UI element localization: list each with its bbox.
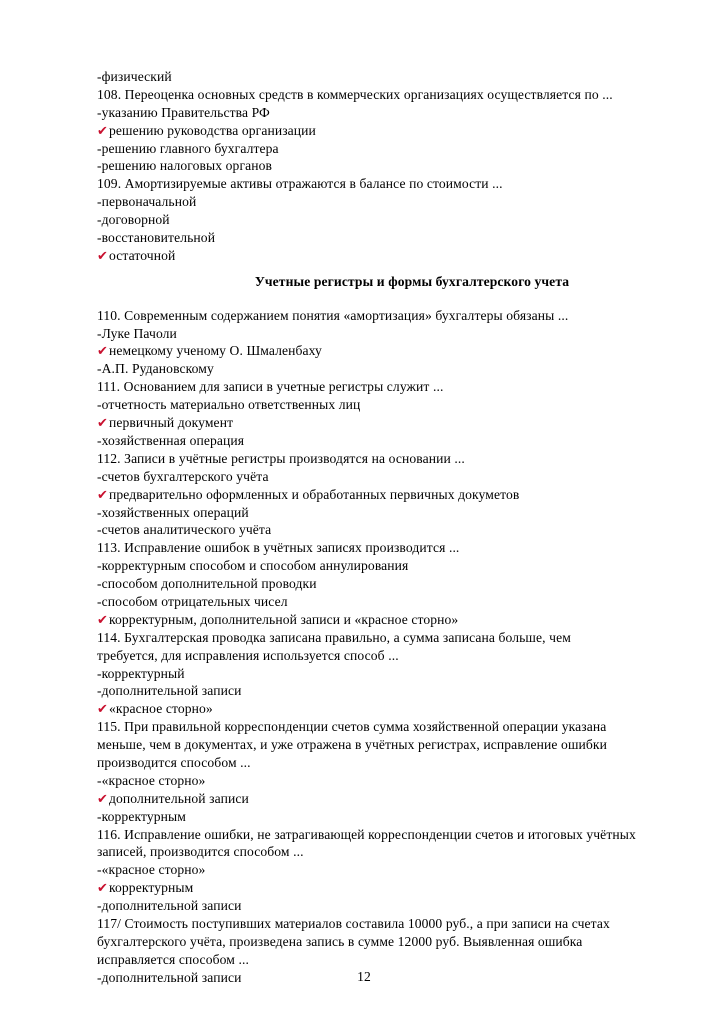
- checkmark-icon: ✔: [97, 123, 108, 139]
- line-text: -корректурным способом и способом аннулирования: [97, 558, 409, 574]
- checkmark-icon: ✔: [97, 791, 108, 807]
- line-text: 111. Основанием для записи в учетные регистры служит ...: [97, 379, 444, 395]
- text-line: [97, 104, 687, 122]
- text-line: [97, 736, 687, 754]
- checkmark-icon: ✔: [97, 248, 108, 264]
- line-text: корректурным: [109, 880, 194, 896]
- line-text: -дополнительной записи: [97, 898, 242, 914]
- line-text: предварительно оформленных и обработанных первичных докуметов: [109, 486, 520, 502]
- line-text: первичный документ: [109, 415, 234, 431]
- checkmark-icon: ✔: [97, 612, 108, 628]
- answer-line-correct: [97, 486, 687, 504]
- page-number: 12: [357, 969, 371, 984]
- line-text: -дополнительной записи: [97, 969, 242, 985]
- answer-line-correct: [97, 342, 687, 360]
- text-line: [97, 826, 687, 844]
- text-line: [97, 754, 687, 772]
- text-line: [97, 897, 687, 915]
- text-line: [97, 772, 687, 790]
- text-line: [97, 521, 687, 539]
- line-text: -счетов бухгалтерского учёта: [97, 468, 269, 484]
- text-line: [97, 665, 687, 683]
- text-line: [97, 211, 687, 229]
- checkmark-icon: ✔: [97, 881, 108, 897]
- line-text: -корректурным: [97, 808, 186, 824]
- line-text: 114. Бухгалтерская проводка записана правильно, а сумма записана больше, чем: [97, 629, 571, 645]
- text-line: [97, 808, 687, 826]
- text-line: [97, 68, 687, 86]
- line-text: меньше, чем в документах, и уже отражена в учётных регистрах, исправление ошибки: [97, 737, 607, 753]
- checkmark-icon: ✔: [97, 702, 108, 718]
- text-line: [97, 557, 687, 575]
- line-text: -договорной: [97, 212, 170, 228]
- text-line: [97, 575, 687, 593]
- text-line: [97, 378, 687, 396]
- text-line: [97, 157, 687, 175]
- line-text: корректурным, дополнительной записи и «красное сторно»: [109, 611, 459, 627]
- text-line: [97, 861, 687, 879]
- line-text: бухгалтерского учёта, произведена запись в сумме 12000 руб. Выявленная ошибка: [97, 933, 583, 949]
- text-line: [97, 504, 687, 522]
- text-line: [97, 647, 687, 665]
- line-text: требуется, для исправления используется способ ...: [97, 647, 399, 663]
- checkmark-icon: ✔: [97, 416, 108, 432]
- line-text: -указанию Правительства РФ: [97, 104, 270, 120]
- line-text: производится способом ...: [97, 754, 251, 770]
- line-text: -восстановительной: [97, 230, 216, 246]
- line-text: 110. Современным содержанием понятия «амортизация» бухгалтеры обязаны ...: [97, 307, 569, 323]
- answer-line-correct: [97, 247, 687, 265]
- line-text: записей, производится способом ...: [97, 844, 304, 860]
- text-line: [97, 593, 687, 611]
- text-line: [97, 933, 687, 951]
- text-line: [97, 307, 687, 325]
- section-heading: Учетные регистры и формы бухгалтерского учета: [254, 273, 570, 289]
- line-text: -корректурный: [97, 665, 185, 681]
- line-text: 113. Исправление ошибок в учётных записях производится ...: [97, 540, 460, 556]
- text-line: [97, 843, 687, 861]
- checkmark-icon: ✔: [97, 344, 108, 360]
- line-text: дополнительной записи: [109, 790, 249, 806]
- page-content: [97, 68, 687, 987]
- line-text: -решению налоговых органов: [97, 158, 273, 174]
- questions-block-bottom: [97, 307, 687, 987]
- text-line: [97, 175, 687, 193]
- questions-block-top: [97, 68, 687, 265]
- line-text: -способом дополнительной проводки: [97, 576, 317, 592]
- line-text: -хозяйственная операция: [97, 432, 245, 448]
- text-line: [97, 229, 687, 247]
- checkmark-icon: ✔: [97, 487, 108, 503]
- line-text: -«красное сторно»: [97, 862, 206, 878]
- line-text: исправляется способом ...: [97, 951, 249, 967]
- text-line: [97, 718, 687, 736]
- line-text: 115. При правильной корреспонденции счетов сумма хозяйственной операции указана: [97, 719, 607, 735]
- line-text: -хозяйственных операций: [97, 504, 249, 520]
- answer-line-correct: [97, 700, 687, 718]
- line-text: -решению главного бухгалтера: [97, 140, 279, 156]
- line-text: -отчетность материально ответственных лиц: [97, 397, 361, 413]
- answer-line-correct: [97, 414, 687, 432]
- text-line: [97, 360, 687, 378]
- line-text: -«красное сторно»: [97, 772, 206, 788]
- line-text: 108. Переоценка основных средств в коммерческих организациях осуществляется по ...: [97, 86, 613, 102]
- line-text: «красное сторно»: [109, 701, 213, 717]
- line-text: -первоначальной: [97, 194, 197, 210]
- line-text: 117/ Стоимость поступивших материалов составила 10000 руб., а при записи на счетах: [97, 915, 610, 931]
- line-text: 116. Исправление ошибки, не затрагивающей корреспонденции счетов и итоговых учётных: [97, 826, 636, 842]
- text-line: [97, 629, 687, 647]
- text-line: [97, 86, 687, 104]
- line-text: 109. Амортизируемые активы отражаются в балансе по стоимости ...: [97, 176, 503, 192]
- answer-line-correct: [97, 879, 687, 897]
- text-line: [97, 915, 687, 933]
- line-text: -физический: [97, 69, 172, 84]
- line-text: немецкому ученому О. Шмаленбаху: [109, 343, 322, 359]
- answer-line-correct: [97, 790, 687, 808]
- text-line: [97, 450, 687, 468]
- text-line: [97, 325, 687, 343]
- text-line: [97, 539, 687, 557]
- line-text: остаточной: [109, 247, 176, 263]
- answer-line-correct: [97, 611, 687, 629]
- line-text: -способом отрицательных чисел: [97, 593, 288, 609]
- line-text: -Луке Пачоли: [97, 325, 177, 341]
- text-line: [97, 951, 687, 969]
- text-line: [97, 140, 687, 158]
- line-text: 112. Записи в учётные регистры производятся на основании ...: [97, 450, 465, 466]
- text-line: [97, 396, 687, 414]
- text-line: [97, 193, 687, 211]
- line-text: решению руководства организации: [109, 122, 316, 138]
- answer-line-correct: [97, 122, 687, 140]
- line-text: -дополнительной записи: [97, 683, 242, 699]
- text-line: [97, 432, 687, 450]
- line-text: -А.П. Рудановскому: [97, 361, 214, 377]
- text-line: [97, 468, 687, 486]
- text-line: [97, 682, 687, 700]
- line-text: -счетов аналитического учёта: [97, 522, 272, 538]
